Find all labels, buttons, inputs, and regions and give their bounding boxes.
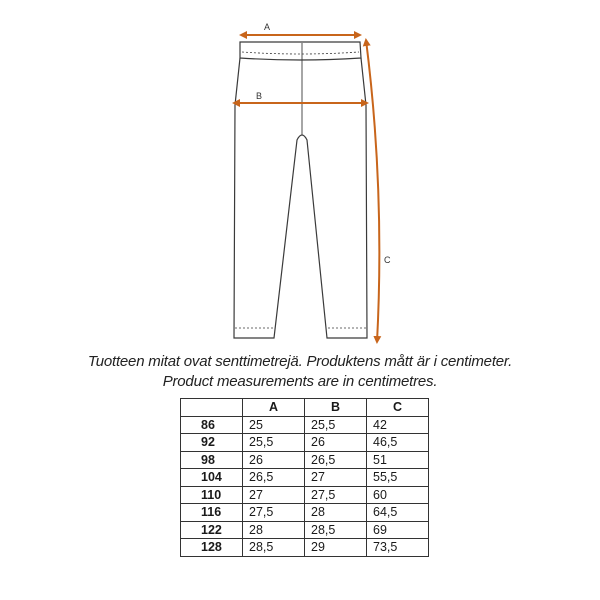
b-cell: 26 [305,434,367,452]
size-cell: 116 [181,504,243,522]
size-cell: 128 [181,539,243,557]
a-cell: 28 [243,521,305,539]
waistband-stitch [242,52,359,54]
b-cell: 25,5 [305,416,367,434]
table-row [181,504,429,522]
size-cell: 122 [181,521,243,539]
b-cell: 26,5 [305,451,367,469]
b-cell: 27,5 [305,486,367,504]
table-row [181,434,429,452]
caption-en: Product measurements are in centimetres. [162,373,438,390]
table-row [181,486,429,504]
size-cell: 92 [181,434,243,452]
a-cell: 26 [243,451,305,469]
header-size [181,399,243,417]
a-cell: 25,5 [243,434,305,452]
c-cell: 60 [367,486,429,504]
c-cell: 42 [367,416,429,434]
header-a: A [243,399,305,417]
label-c: C [384,255,391,265]
size-cell: 110 [181,486,243,504]
a-cell: 27 [243,486,305,504]
c-cell: 73,5 [367,539,429,557]
leggings-outline [234,42,367,338]
outer-contour [234,58,367,338]
table-row [181,451,429,469]
label-a: A [264,22,271,32]
c-cell: 51 [367,451,429,469]
a-cell: 28,5 [243,539,305,557]
a-cell: 26,5 [243,469,305,487]
c-cell: 69 [367,521,429,539]
b-cell: 28,5 [305,521,367,539]
size-cell: 98 [181,451,243,469]
c-cell: 64,5 [367,504,429,522]
a-cell: 27,5 [243,504,305,522]
measurement-arrows [234,35,379,342]
size-cell: 104 [181,469,243,487]
label-b: B [256,91,263,101]
table-header-row [181,399,429,417]
c-cell: 55,5 [367,469,429,487]
size-table [180,398,429,557]
b-cell: 27 [305,469,367,487]
a-cell: 25 [243,416,305,434]
waistband [240,42,361,60]
b-cell: 29 [305,539,367,557]
table-row [181,469,429,487]
header-b: B [305,399,367,417]
table-row [181,416,429,434]
c-cell: 46,5 [367,434,429,452]
header-c: C [367,399,429,417]
caption-fi-sv: Tuotteen mitat ovat senttimetrejä. Produktens mått är i centimeter. [87,353,513,370]
table-row [181,521,429,539]
b-cell: 28 [305,504,367,522]
table-row [181,539,429,557]
arrow-c [366,40,379,342]
size-cell: 86 [181,416,243,434]
